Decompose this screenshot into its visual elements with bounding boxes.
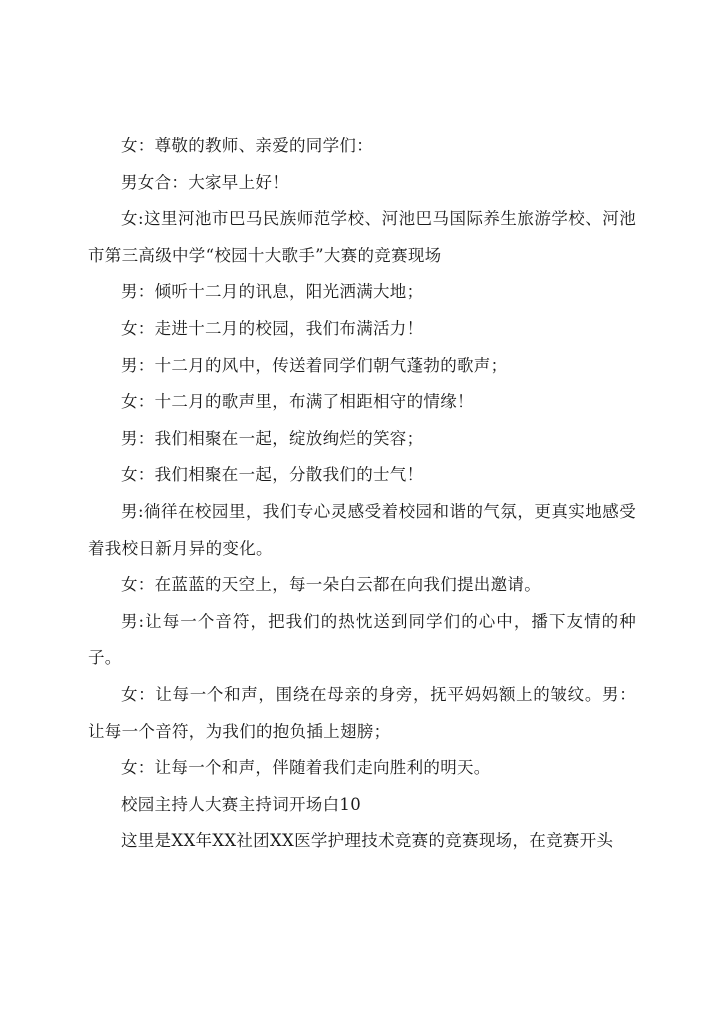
- paragraph-venue-intro: 女:这里河池市巴马民族师范学校、河池巴马国际养生旅游学校、河池市第三高级中学“校园十大歌手”大赛的竞赛现场: [88, 209, 636, 265]
- paragraph-dialogue: 女：让每一个和声，围绕在母亲的身旁，抚平妈妈额上的皱纹。男：让每一个音符，为我们的抱负插上翅膀；: [88, 684, 636, 741]
- paragraph-dialogue: 男:徜徉在校园里，我们专心灵感受着校园和谐的气氛，更真实地感受着我校日新月异的变化。: [88, 501, 636, 558]
- paragraph-dialogue: 男：十二月的风中，传送着同学们朝气蓬勃的歌声；: [121, 355, 508, 375]
- document-body: [88, 128, 636, 860]
- paragraph-greeting-together: 男女合：大家早上好！: [121, 172, 289, 192]
- paragraph-dialogue: 女：让每一个和声，伴随着我们走向胜利的明天。: [121, 758, 491, 778]
- paragraph-dialogue: 男：倾听十二月的讯息，阳光洒满大地；: [121, 282, 424, 302]
- paragraph-dialogue: 男:让每一个音符，把我们的热忱送到同学们的心中，播下友情的种子。: [88, 611, 636, 668]
- paragraph-dialogue: 女：在蓝蓝的天空上，每一朵白云都在向我们提出邀请。: [121, 575, 541, 595]
- paragraph-dialogue: 男：我们相聚在一起，绽放绚烂的笑容；: [121, 428, 424, 448]
- paragraph-body: 这里是XX年XX社团XX医学护理技术竞赛的竞赛现场，在竞赛开头: [121, 831, 614, 851]
- paragraph-dialogue: 女：十二月的歌声里，布满了相距相守的情缘！: [121, 392, 474, 412]
- paragraph-dialogue: 女：我们相聚在一起，分散我们的士气！: [121, 465, 424, 485]
- paragraph-greeting-female: 女：尊敬的教师、亲爱的同学们：: [121, 136, 373, 155]
- paragraph-dialogue: 女：走进十二月的校园，我们布满活力！: [121, 318, 424, 338]
- section-heading: 校园主持人大赛主持词开场白10: [121, 794, 361, 814]
